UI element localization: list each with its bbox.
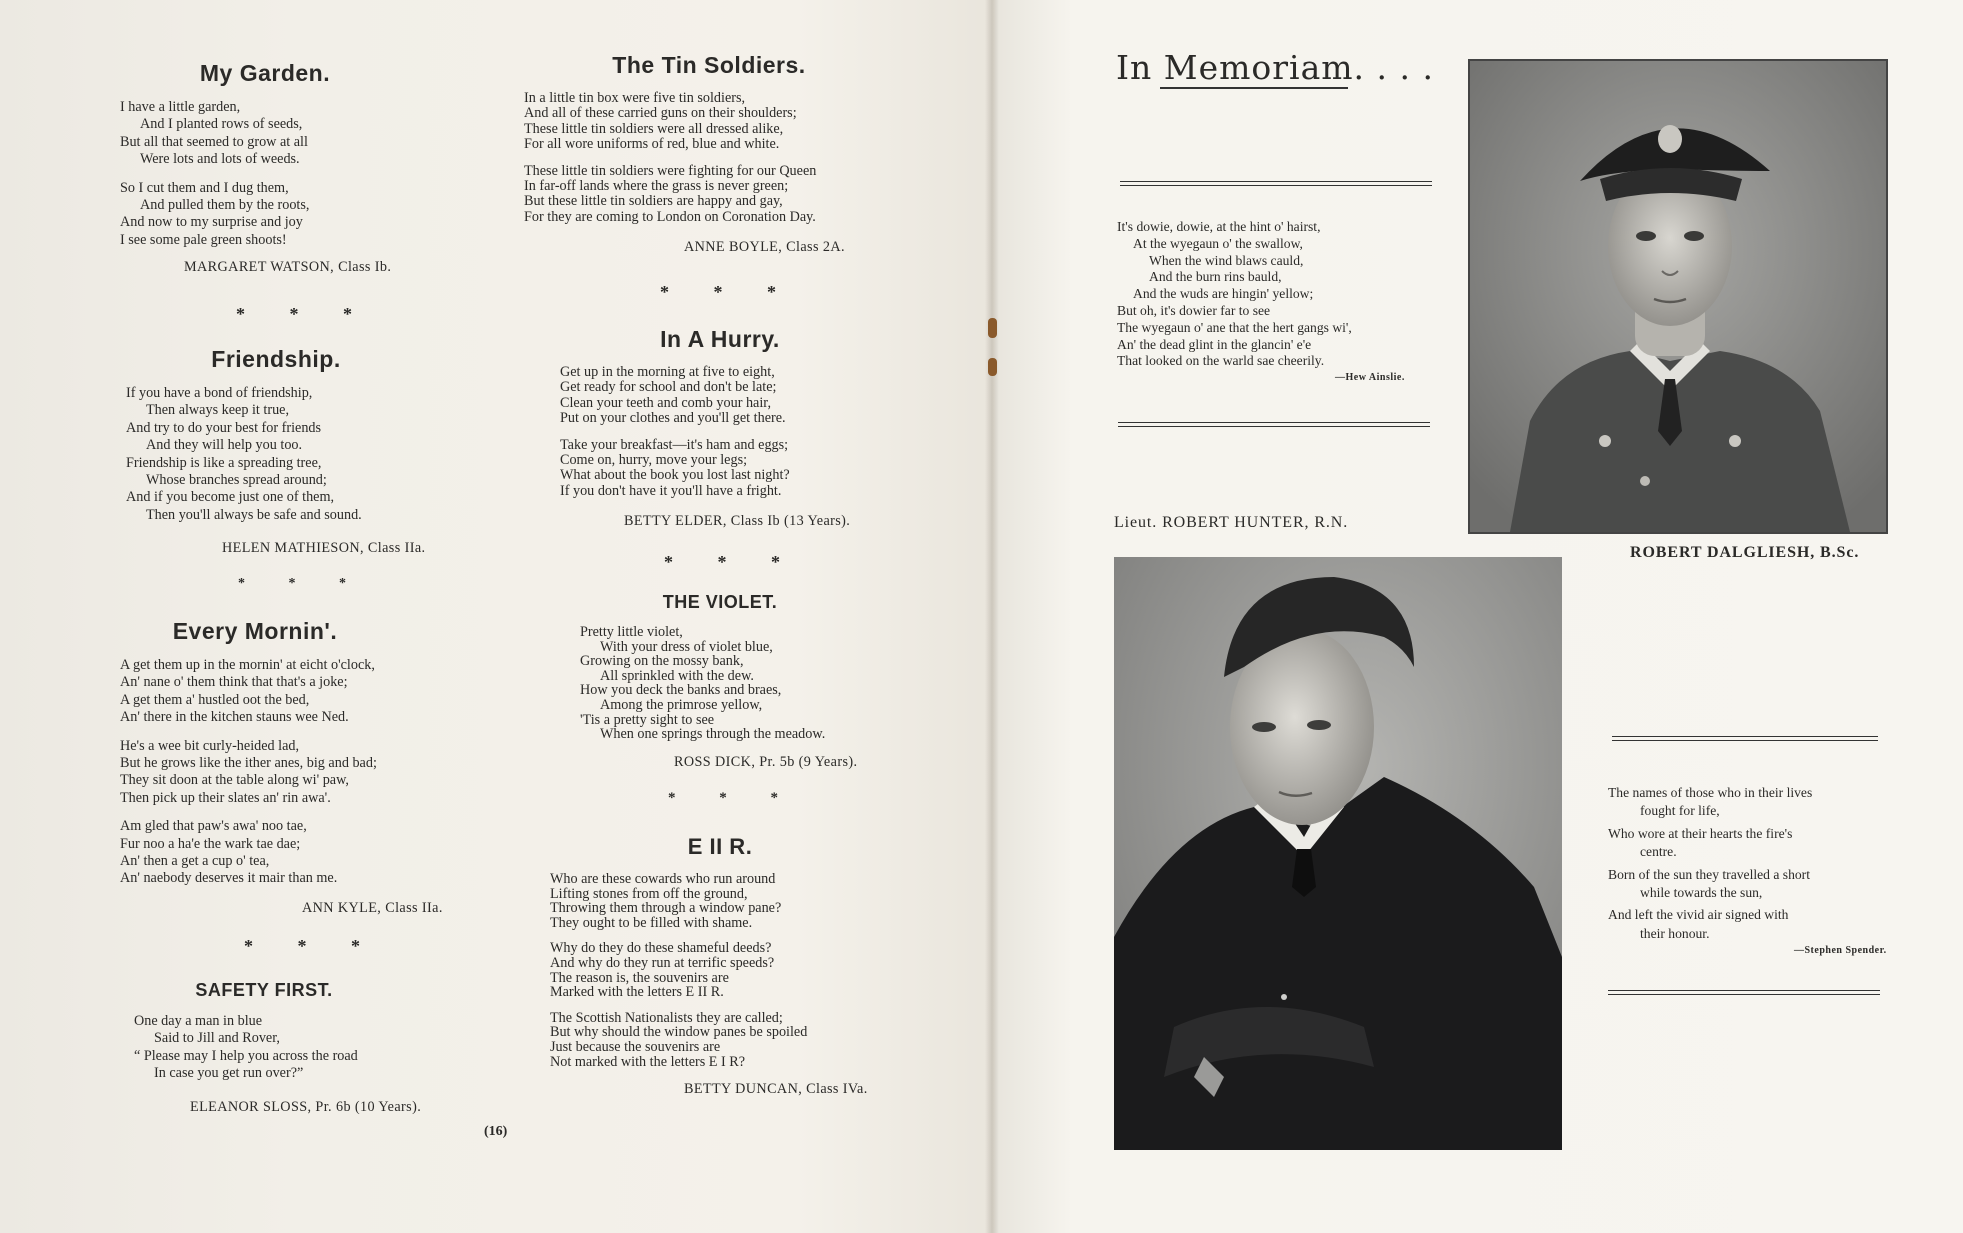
staple-bottom [988, 358, 997, 376]
poem-line: He's a wee bit curly-heided lad, [120, 737, 300, 754]
poem-line: their honour. [1640, 925, 1710, 941]
poem-line: The wyegaun o' ane that the hert gangs wi', [1117, 319, 1352, 335]
poem-line: Lifting stones from off the ground, [550, 885, 748, 902]
poem-line: These little tin soldiers were all dressed alike, [524, 120, 784, 137]
poem-the-violet [580, 592, 920, 771]
poem-line: Then you'll always be safe and sound. [146, 506, 362, 523]
poem-line: They ought to be filled with shame. [550, 914, 753, 931]
memoriam-heading-text: In Memoriam. . . . [1116, 48, 1434, 87]
poem-title: E II R. [687, 834, 753, 859]
poem-line: They sit doon at the table along wi' paw, [120, 772, 349, 789]
poem-line: When the wind blaws cauld, [1149, 252, 1304, 268]
poem-author: MARGARET WATSON, Class Ib. [184, 259, 392, 276]
poem-tin-soldiers [524, 52, 924, 256]
heading-underline [1160, 87, 1348, 89]
stanza-break [524, 153, 924, 164]
poem-line: In a little tin box were five tin soldiers, [524, 90, 746, 106]
poem-line: The Scottish Nationalists they are called; [550, 1009, 783, 1026]
poem-line: And all of these carried guns on their shoulders; [524, 105, 797, 122]
poem-author: ELEANOR SLOSS, Pr. 6b (10 Years). [190, 1098, 422, 1115]
poem-line: One day a man in blue [134, 1013, 263, 1029]
poem-line: Then pick up their slates an' rin awa'. [120, 789, 331, 806]
poem-line: Why do they do these shameful deeds? [550, 940, 772, 957]
poem-line: Among the primrose yellow, [600, 696, 763, 713]
poem-line: And try to do your best for friends [126, 419, 322, 436]
poem-line: I have a little garden, [120, 99, 241, 115]
poem-author: ANNE BOYLE, Class 2A. [684, 239, 845, 256]
poem-lines [120, 99, 440, 249]
poem-lines [120, 657, 480, 888]
poem-line: But all that seemed to grow at all [120, 133, 308, 150]
poem-line: “ Please may I help you across the road [134, 1047, 358, 1064]
poem-every-mornin [120, 618, 480, 917]
separator-stars: * * * [668, 790, 798, 806]
poem-title: The Tin Soldiers. [612, 52, 806, 78]
poem-line: So I cut them and I dug them, [120, 179, 289, 196]
poem-line: It's dowie, dowie, at the hint o' hairst, [1117, 219, 1321, 234]
poem-line: I see some pale green shoots! [120, 231, 287, 248]
poem-line: fought for life, [1640, 803, 1720, 819]
verse-lines [1608, 784, 1892, 943]
poem-line: But why should the window panes be spoiled [550, 1024, 808, 1041]
poem-line: At the wyegaun o' the swallow, [1133, 235, 1303, 251]
poem-line: An' naebody deserves it mair than me. [120, 870, 338, 887]
poem-title: My Garden. [199, 60, 331, 86]
stanza-break [120, 169, 440, 180]
poem-title: THE VIOLET. [662, 592, 778, 612]
poem-line: 'Tis a pretty sight to see [580, 711, 715, 728]
poem-lines [524, 91, 924, 225]
poem-line: And why do they run at terrific speeds? [550, 954, 775, 971]
verse-lines [1117, 219, 1447, 370]
poem-line: Take your breakfast—it's ham and eggs; [560, 436, 789, 453]
caption-robert-dalgliesh: ROBERT DALGLIESH, B.Sc. [1630, 544, 1860, 561]
stanza-break [560, 427, 920, 438]
poem-line: Marked with the letters E II R. [550, 984, 724, 1001]
poem-line: With your dress of violet blue, [600, 638, 773, 655]
stanza-break [120, 807, 480, 818]
poem-line: And I planted rows of seeds, [140, 116, 303, 133]
poem-line: centre. [1640, 844, 1677, 860]
poem-line: Then always keep it true, [146, 402, 290, 419]
separator-stars: * * * [238, 576, 366, 591]
poem-line: That looked on the warld sae cheerily. [1117, 353, 1325, 369]
poem-line: Were lots and lots of weeds. [140, 151, 300, 168]
separator-stars: * * * [660, 282, 796, 302]
poem-title: Every Mornin'. [172, 618, 338, 644]
poem-line: Fur noo a ha'e the wark tae dae; [120, 835, 301, 852]
poem-my-garden [120, 60, 440, 276]
verse-hew-ainslie [1117, 219, 1447, 383]
poem-friendship [126, 346, 456, 557]
poem-line: Clean your teeth and comb your hair, [560, 394, 771, 411]
poem-line: For all wore uniforms of red, blue and white. [524, 136, 780, 153]
poem-in-a-hurry [560, 326, 920, 530]
poem-line: These little tin soldiers were fighting for our Queen [524, 162, 817, 179]
poem-lines [580, 625, 920, 742]
book-spine [985, 0, 999, 1233]
poem-line: But these little tin soldiers are happy and gay, [524, 193, 783, 210]
separator-stars: * * * [664, 552, 800, 572]
poem-lines [134, 1013, 494, 1083]
photo-robert-hunter [1114, 557, 1562, 1150]
poem-line: And now to my surprise and joy [120, 214, 303, 231]
poem-line: For they are coming to London on Coronation Day. [524, 208, 816, 225]
poem-line: And if you become just one of them, [126, 489, 335, 506]
poem-eiir [550, 834, 930, 1098]
poem-author: ROSS DICK, Pr. 5b (9 Years). [674, 753, 858, 770]
poem-line: Come on, hurry, move your legs; [560, 452, 748, 469]
poem-title: SAFETY FIRST. [195, 980, 333, 1000]
poem-line: Born of the sun they travelled a short [1608, 866, 1810, 882]
rule-3 [1612, 736, 1878, 741]
poem-line: Pretty little violet, [580, 624, 683, 640]
page-number: (16) [484, 1124, 508, 1139]
poem-line: Get up in the morning at five to eight, [560, 364, 775, 380]
poem-line: But he grows like the ither anes, big and bad; [120, 755, 377, 772]
staple-top [988, 318, 997, 338]
separator-stars: * * * [236, 304, 372, 324]
poem-line: But oh, it's dowier far to see [1117, 302, 1271, 318]
rule-1 [1120, 181, 1432, 186]
poem-author: ANN KYLE, Class IIa. [302, 899, 443, 916]
poem-line: In far-off lands where the grass is never green; [524, 178, 789, 195]
poem-line: What about the book you lost last night? [560, 467, 790, 484]
poem-line: In case you get run over?” [154, 1065, 304, 1082]
poem-line: When one springs through the meadow. [600, 726, 826, 743]
poem-author: HELEN MATHIESON, Class IIa. [222, 540, 426, 557]
poem-line: A get them a' hustled oot the bed, [120, 691, 310, 708]
poem-line: Am gled that paw's awa' noo tae, [120, 818, 307, 835]
verse-attribution: —Hew Ainslie. [1335, 372, 1405, 384]
poem-line: Put on your clothes and you'll get there. [560, 410, 786, 427]
poem-line: How you deck the banks and braes, [580, 682, 782, 699]
poem-line: An' then a get a cup o' tea, [120, 853, 270, 870]
poem-line: And left the vivid air signed with [1608, 907, 1789, 923]
poem-line: Not marked with the letters E I R? [550, 1053, 746, 1070]
caption-robert-hunter: Lieut. ROBERT HUNTER, R.N. [1114, 514, 1349, 531]
poem-line: And pulled them by the roots, [140, 197, 310, 214]
poem-line: Who are these cowards who run around [550, 871, 776, 887]
poem-line: And they will help you too. [146, 437, 303, 454]
verse-stephen-spender [1608, 784, 1892, 956]
poem-safety-first [134, 980, 494, 1116]
poem-lines [126, 385, 456, 524]
poem-line: Just because the souvenirs are [550, 1038, 721, 1055]
poem-line: An' nane o' them think that that's a joke; [120, 674, 348, 691]
stanza-break [120, 727, 480, 738]
poem-line: while towards the sun, [1640, 885, 1763, 901]
portrait-hunter-image [1114, 557, 1562, 1150]
poem-line: Throwing them through a window pane? [550, 900, 782, 917]
verse-attribution: —Stephen Spender. [1794, 945, 1887, 957]
poem-line: Friendship is like a spreading tree, [126, 454, 322, 471]
photo-robert-dalgliesh [1468, 59, 1888, 534]
poem-line: An' there in the kitchen stauns wee Ned. [120, 709, 349, 726]
poem-line: Get ready for school and don't be late; [560, 379, 777, 396]
poem-title: In A Hurry. [660, 326, 780, 352]
memoriam-heading [1116, 48, 1434, 87]
poem-title: Friendship. [211, 346, 341, 372]
poem-line: Who wore at their hearts the fire's [1608, 825, 1793, 841]
poem-line: If you don't have it you'll have a fright. [560, 482, 782, 499]
rule-2 [1118, 422, 1430, 427]
poem-line: A get them up in the mornin' at eicht o'clock, [120, 657, 375, 673]
poem-author: BETTY ELDER, Class Ib (13 Years). [624, 513, 851, 530]
poem-line: The reason is, the souvenirs are [550, 969, 729, 986]
rule-4 [1608, 990, 1880, 995]
poem-line: And the wuds are hingin' yellow; [1133, 286, 1314, 302]
poem-line: And the burn rins bauld, [1149, 269, 1282, 285]
poem-lines [560, 365, 920, 499]
poem-line: An' the dead glint in the glancin' e'e [1117, 336, 1312, 352]
portrait-dalgliesh-image [1470, 61, 1886, 532]
poem-lines [550, 872, 930, 1069]
poem-line: If you have a bond of friendship, [126, 385, 313, 401]
poem-line: Whose branches spread around; [146, 472, 327, 489]
separator-stars: * * * [244, 936, 380, 956]
poem-author: BETTY DUNCAN, Class IVa. [684, 1081, 868, 1098]
poem-line: The names of those who in their lives [1608, 785, 1813, 800]
poem-line: Growing on the mossy bank, [580, 653, 744, 670]
poem-line: Said to Jill and Rover, [154, 1030, 280, 1047]
poem-line: All sprinkled with the dew. [600, 667, 754, 684]
